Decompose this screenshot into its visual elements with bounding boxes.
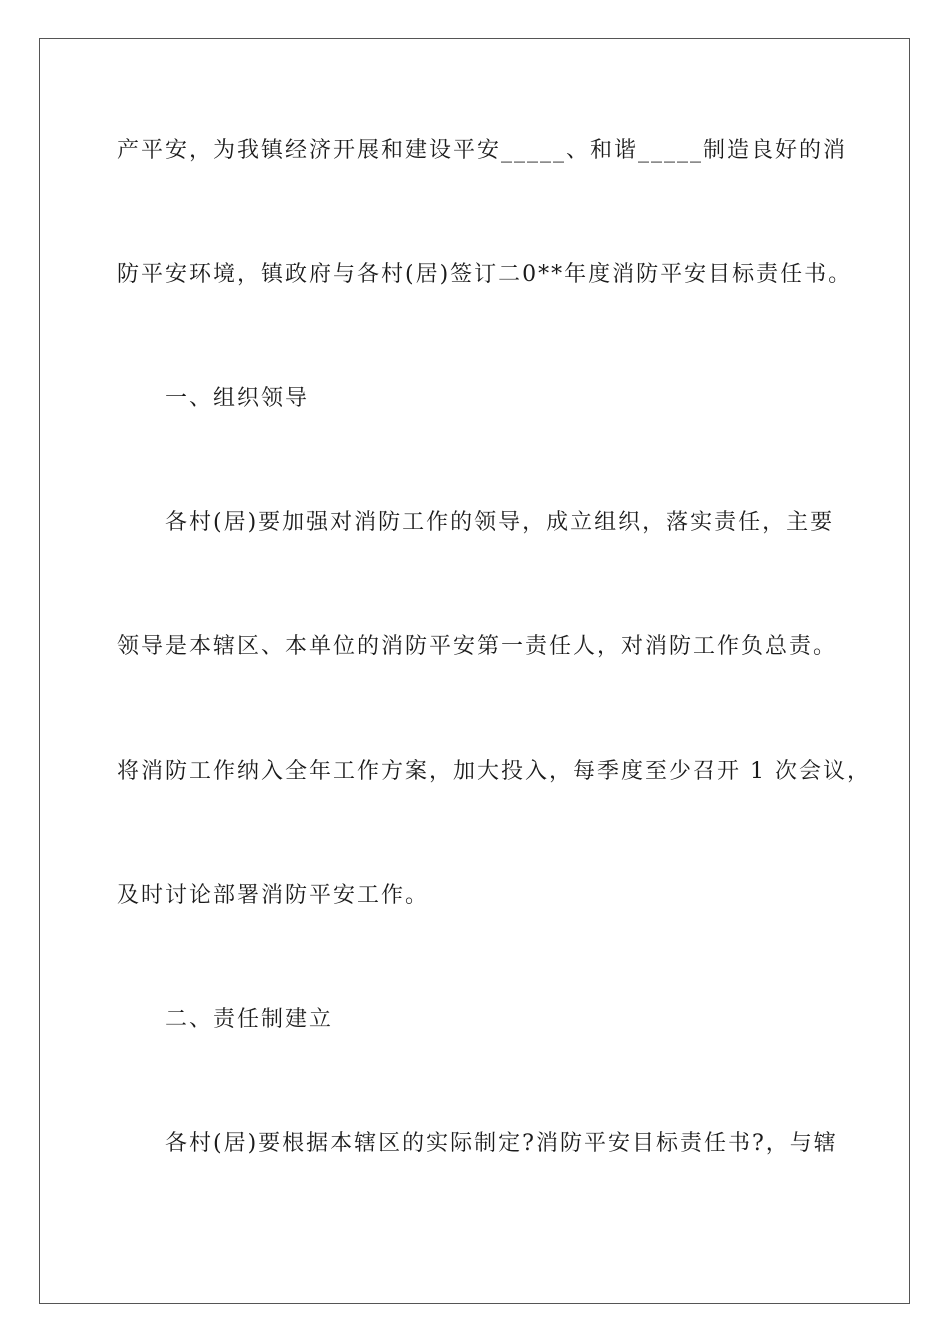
body-text-line: 及时讨论部署消防平安工作。 bbox=[117, 883, 430, 908]
page-border bbox=[39, 38, 910, 1304]
body-text-line: 产平安，为我镇经济开展和建设平安_____、和谐_____制造良好的消 bbox=[117, 138, 848, 163]
section-heading: 一、组织领导 bbox=[165, 386, 310, 411]
section-heading: 二、责任制建立 bbox=[165, 1007, 334, 1032]
body-text-line: 各村(居)要根据本辖区的实际制定?消防平安目标责任书?，与辖 bbox=[165, 1131, 838, 1156]
body-text-line: 防平安环境，镇政府与各村(居)签订二0**年度消防平安目标责任书。 bbox=[117, 262, 853, 287]
body-text-line: 领导是本辖区、本单位的消防平安第一责任人，对消防工作负总责。 bbox=[117, 634, 838, 659]
body-text-line: 各村(居)要加强对消防工作的领导，成立组织，落实责任，主要 bbox=[165, 510, 835, 535]
body-text-line: 将消防工作纳入全年工作方案，加大投入，每季度至少召开 1 次会议， bbox=[117, 759, 871, 784]
